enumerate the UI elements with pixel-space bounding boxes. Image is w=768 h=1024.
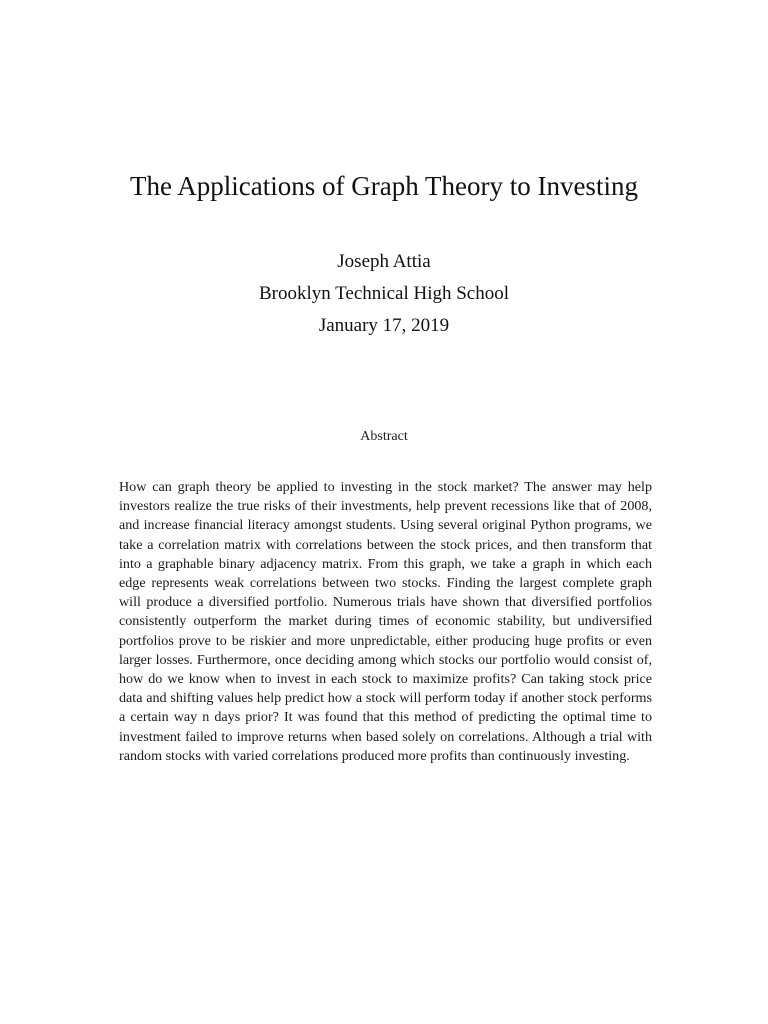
abstract-heading: Abstract	[360, 429, 408, 444]
abstract-text: How can graph theory be applied to investing in the stock market? The answer may help investors realize the true risks of their investments, help prevent recessions like that of 2008, and increase financial literacy amongst students. Using several original Python programs, we take a correlation matrix with correlations between the stock prices, and then transform that into a graphable binary adjacency matrix. From this graph, we take a graph in which each edge represents weak correlations between two stocks. Finding the largest complete graph will produce a diversified portfolio. Numerous trials have shown that diversified portfolios consistently outperform the market during times of economic stability, but undiversified portfolios prove to be riskier and more unpredictable, either producing huge profits or even larger losses. Furthermore, once deciding among which stocks our portfolio would consist of, how do we know when to invest in each stock to maximize profits? Can taking stock price data and shifting values help predict how a stock will perform today if another stock performs a certain way n days prior? It was found that this method of predicting the optimal time to investment failed to improve returns when based solely on correlations. Although a trial with random stocks with varied correlations produced more profits than continuously investing.	[119, 479, 652, 764]
author-name: Joseph Attia	[337, 251, 431, 272]
paper-date: January 17, 2019	[318, 315, 450, 336]
paper-title: The Applications of Graph Theory to Investing	[130, 171, 638, 201]
author-affiliation: Brooklyn Technical High School	[258, 283, 510, 304]
